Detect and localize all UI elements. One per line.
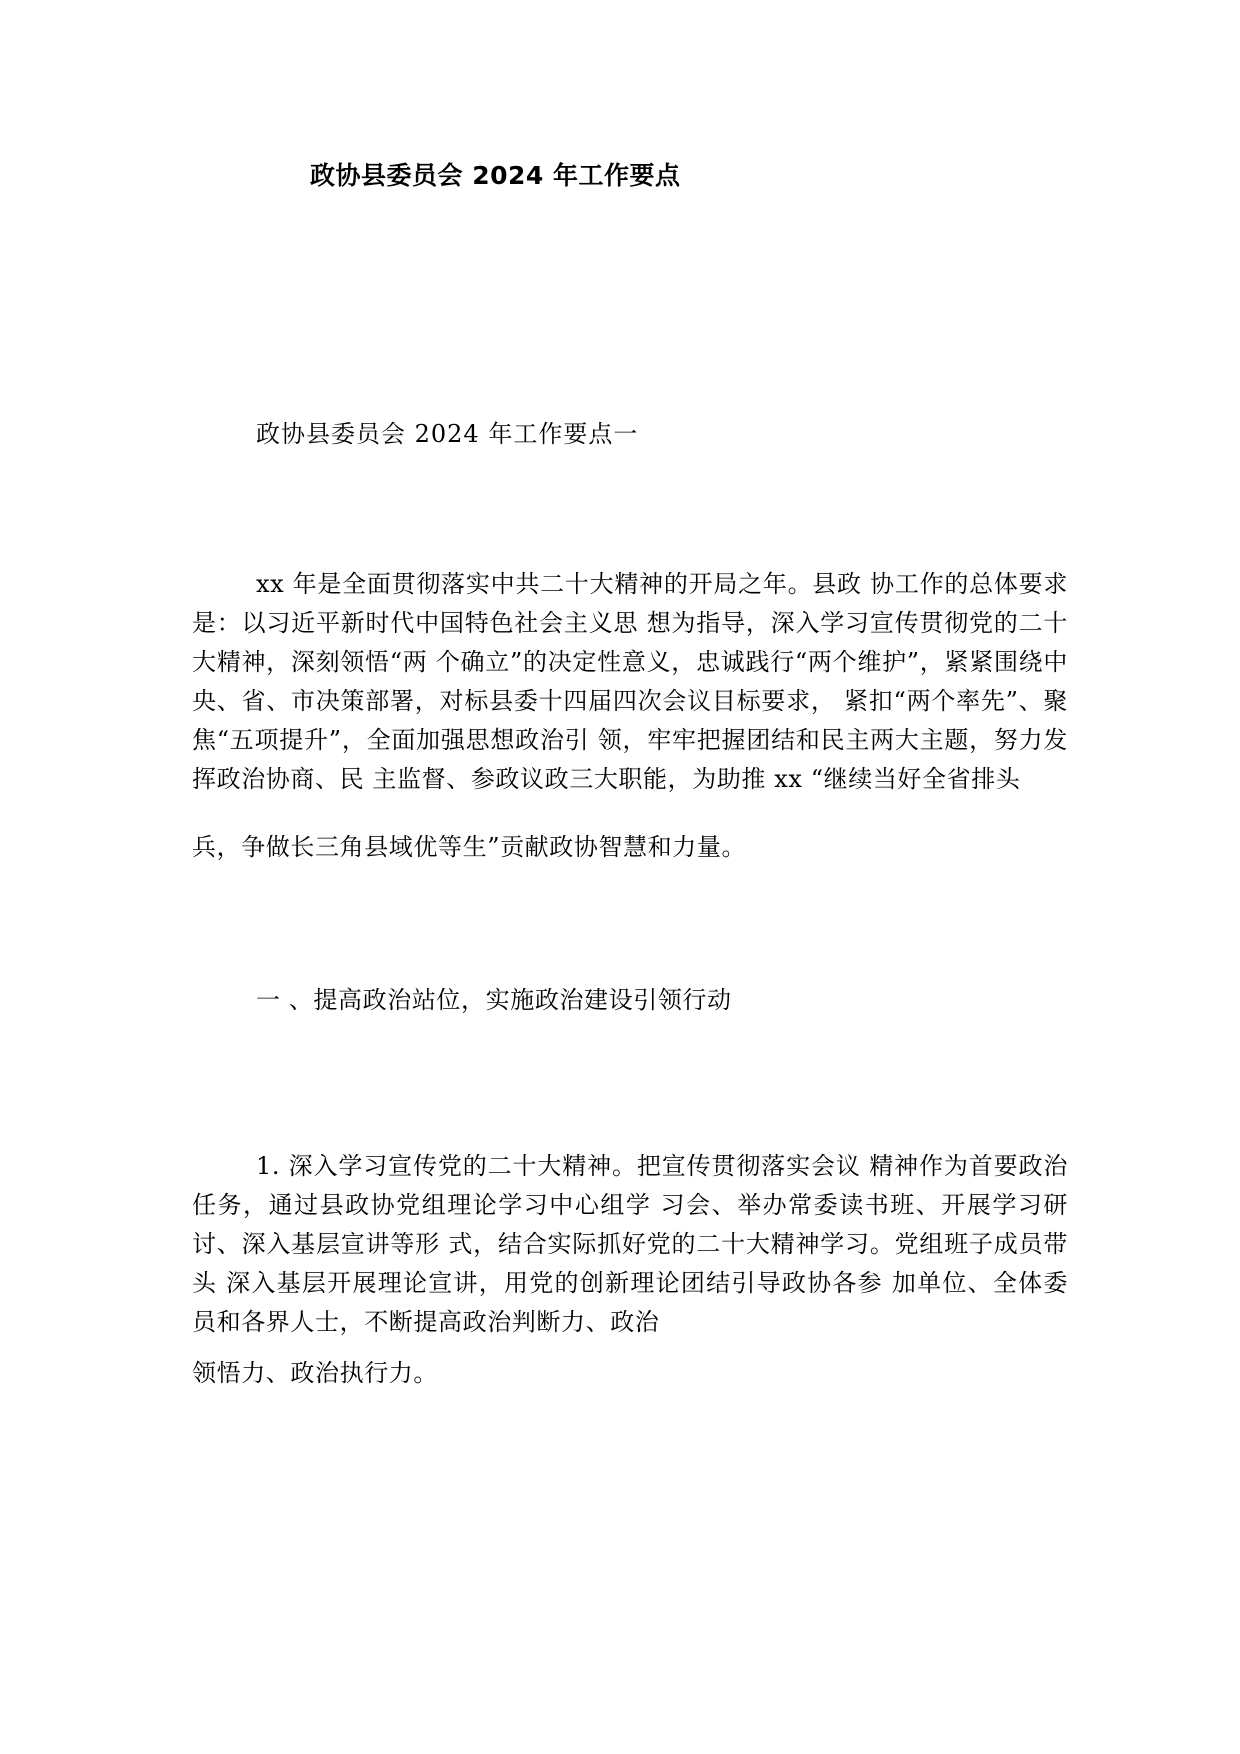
document-subtitle: 政协县委员会 2024 年工作要点一 bbox=[256, 420, 639, 448]
document-title: 政协县委员会 2024 年工作要点 bbox=[310, 161, 681, 190]
paragraph-item-1-tail: 领悟力、政治执行力。 bbox=[192, 1359, 438, 1387]
paragraph-item-1: 1. 深入学习宣传党的二十大精神。把宣传贯彻落实会议 精神作为首要政治任务，通过县政协党组理论学习中心组学 习会、举办常委读书班、开展学习研讨、深入基层宣讲等形 式，结合实际抓好党的二十大精神学习。党组班子成员带头 深入基层开展理论宣讲，用党的创新理论团结引导政协各参 加单位、全体委员和各界人士，不断提高政治判断力、政治 bbox=[192, 1152, 1068, 1336]
section-heading-1: 一 、提高政治站位，实施政治建设引领行动 bbox=[256, 986, 732, 1014]
paragraph-intro: xx 年是全面贯彻落实中共二十大精神的开局之年。县政 协工作的总体要求是：以习近平新时代中国特色社会主义思 想为指导，深入学习宣传贯彻党的二十大精神，深刻领悟“两 个确立”的决定性意义，忠诚践行“两个维护”，紧紧围绕中央、省、市决策部署，对标县委十四届四次会议目标要求， 紧扣“两个率先”、聚焦“五项提升”，全面加强思想政治引 领，牢牢把握团结和民主两大主题，努力发挥政治协商、民 主监督、参政议政三大职能，为助推 xx “继续当好全省排头 bbox=[192, 570, 1068, 793]
paragraph-intro-tail: 兵，争做长三角县域优等生”贡献政协智慧和力量。 bbox=[192, 833, 747, 861]
